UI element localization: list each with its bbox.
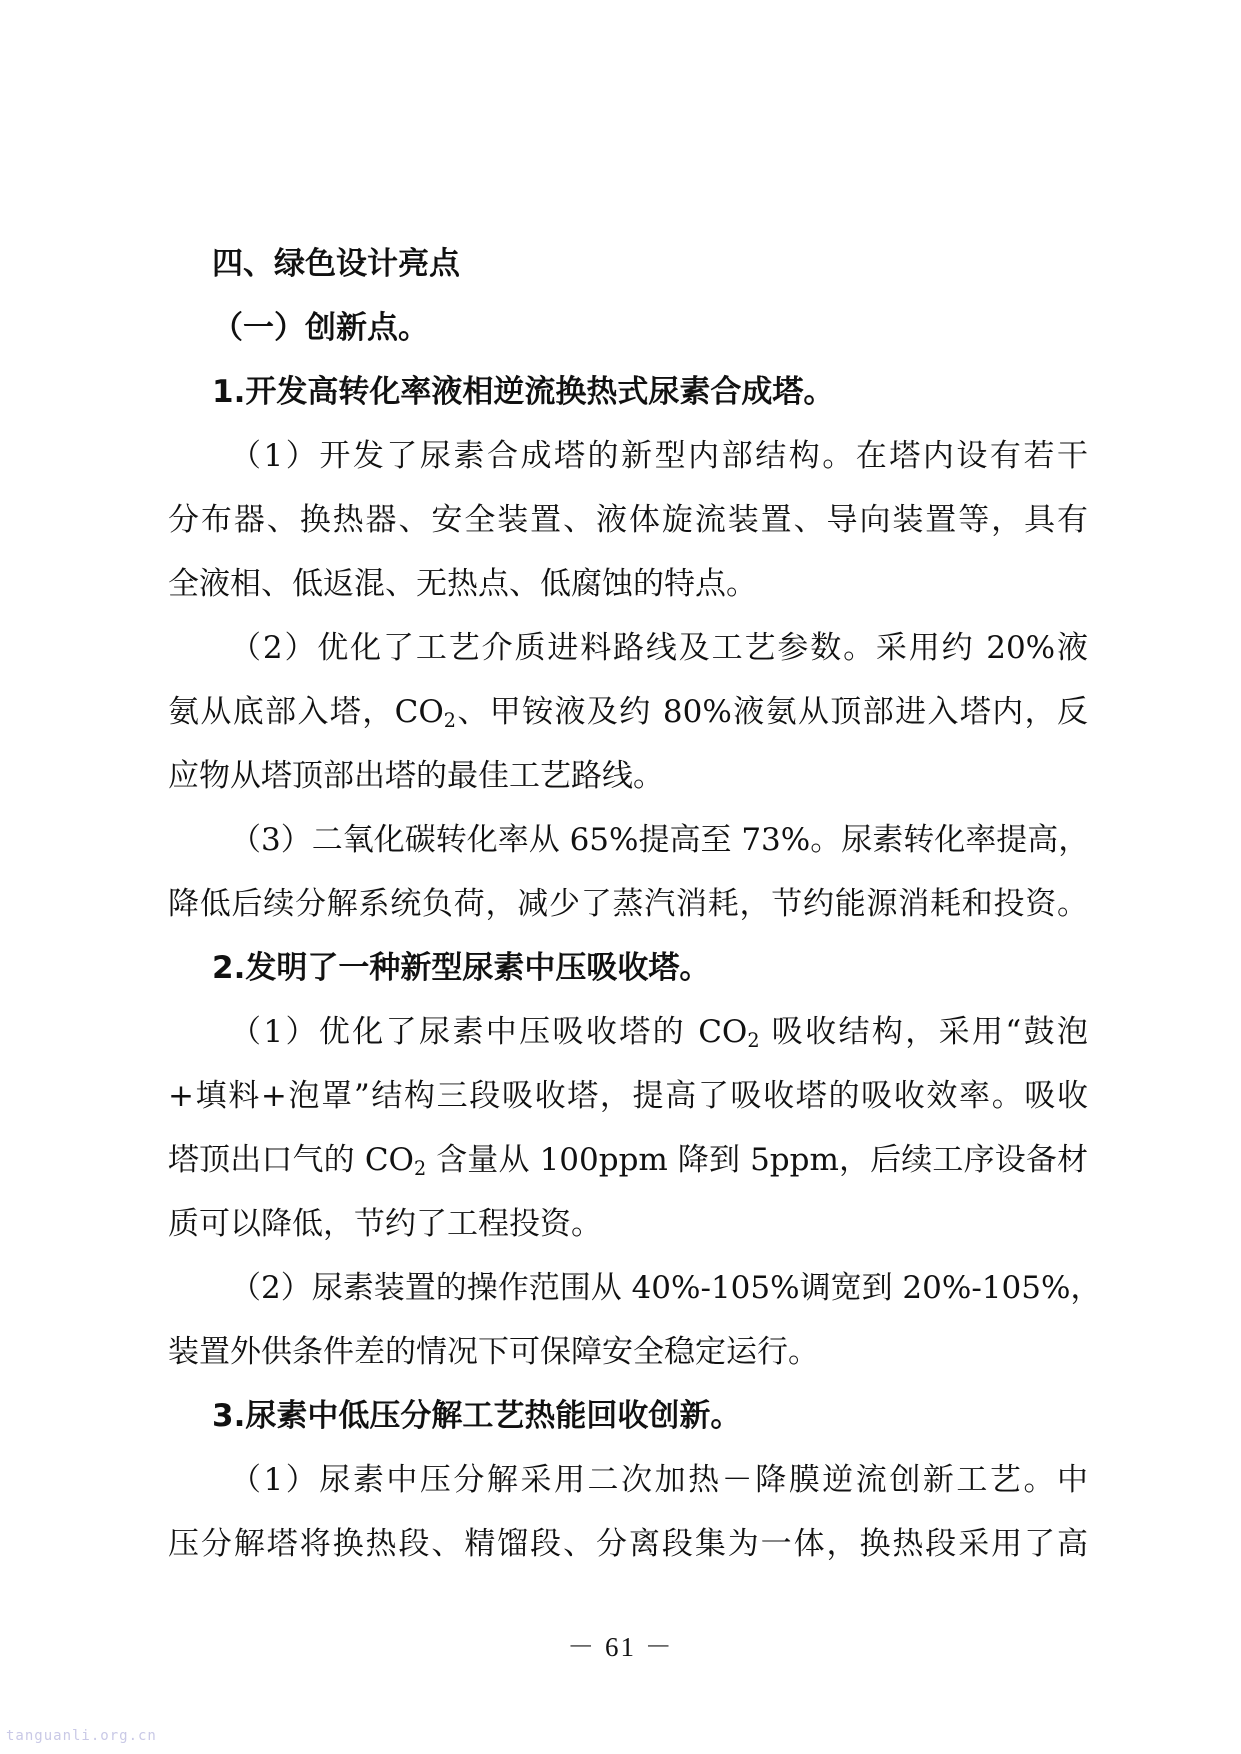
text-segment: 含量从 100ppm 降到 5ppm，后续工序设备材 [426,1142,1088,1178]
paragraph-line: +填料+泡罩”结构三段吸收塔，提高了吸收塔的吸收效率。吸收 [168,1078,1088,1114]
paragraph-line [168,680,1088,744]
item2-title: 2.发明了一种新型尿素中压吸收塔。 [212,950,711,986]
section-heading: 四、绿色设计亮点 [212,246,460,282]
item3-title: 3.尿素中低压分解工艺热能回收创新。 [212,1398,742,1434]
paragraph-line: （3）二氧化碳转化率从 65%提高至 73%。尿素转化率提高， [230,822,1090,858]
subsection-heading: （一）创新点。 [212,310,429,346]
paragraph-line: 装置外供条件差的情况下可保障安全稳定运行。 [168,1334,819,1370]
paragraph-line: （2）尿素装置的操作范围从 40%-105%调宽到 20%-105%， [230,1270,1102,1306]
paragraph-line [168,1128,1088,1192]
text-segment: 吸收结构，采用“鼓泡 [759,1014,1088,1050]
paragraph-line: （2）优化了工艺介质进料路线及工艺参数。采用约 20%液 [230,630,1088,666]
subscript: 2 [443,708,457,732]
page-number: － 61 － [567,1632,674,1662]
paragraph-line: 降低后续分解系统负荷，减少了蒸汽消耗，节约能源消耗和投资。 [168,886,1088,922]
paragraph-line: （1）开发了尿素合成塔的新型内部结构。在塔内设有若干 [230,438,1088,474]
item1-title: 1.开发高转化率液相逆流换热式尿素合成塔。 [212,374,835,410]
subscript: 2 [747,1028,760,1052]
watermark-text: tanguanli.org.cn [6,1728,157,1744]
text-segment: （1）优化了尿素中压吸收塔的 CO [230,1014,748,1050]
subscript: 2 [413,1156,427,1180]
paragraph-line: （1）尿素中压分解采用二次加热－降膜逆流创新工艺。中 [230,1462,1088,1498]
text-segment: 塔顶出口气的 CO [168,1142,414,1178]
paragraph-line: 分布器、换热器、安全装置、液体旋流装置、导向装置等，具有 [168,502,1088,538]
document-body [168,232,1102,1576]
paragraph-line [168,1000,1088,1064]
text-segment: 氨从底部入塔，CO [168,694,444,730]
paragraph-line: 压分解塔将换热段、精馏段、分离段集为一体，换热段采用了高 [168,1526,1088,1562]
paragraph-line: 全液相、低返混、无热点、低腐蚀的特点。 [168,566,757,602]
paragraph-line: 应物从塔顶部出塔的最佳工艺路线。 [168,758,664,794]
paragraph-line: 质可以降低，节约了工程投资。 [168,1206,602,1242]
text-segment: 、甲铵液及约 80%液氨从顶部进入塔内，反 [456,694,1088,730]
